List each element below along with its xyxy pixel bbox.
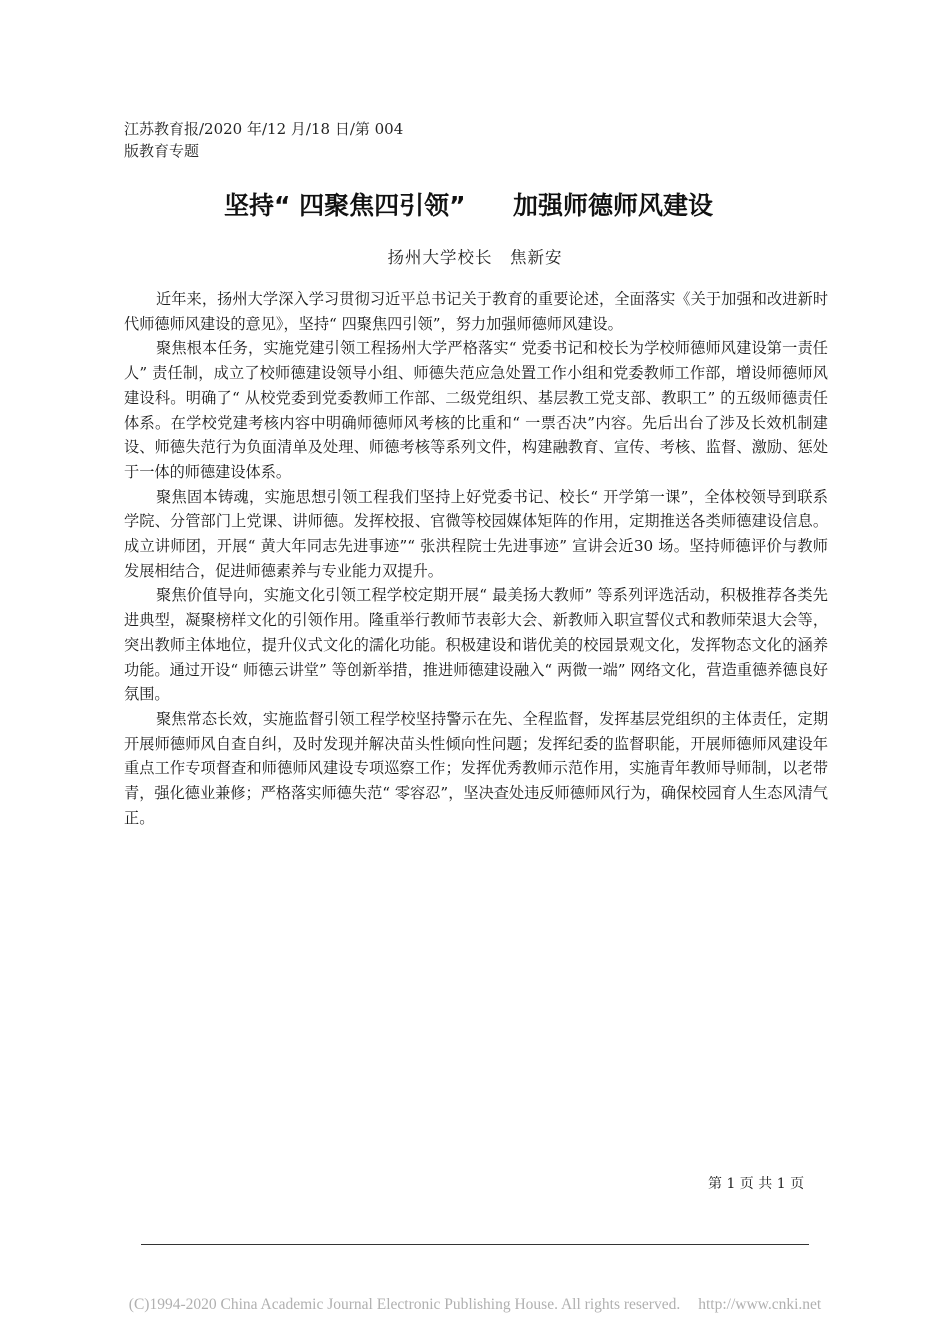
source-line-1: 江苏教育报/2020 年/12 月/18 日/第 004 [124, 120, 404, 138]
author-line: 扬州大学校长 焦新安 [387, 248, 563, 267]
page-number: 第 1 页 共 1 页 [708, 1176, 805, 1192]
copyright-watermark [0, 1296, 950, 1314]
article-title [0, 186, 950, 226]
title-part-2: 加强师德师风建设 [513, 191, 714, 220]
article-body [124, 287, 828, 830]
paragraph: 聚焦根本任务，实施党建引领工程扬州大学严格落实“ 党委书记和校长为学校师德师风建设第一责任人” 责任制，成立了校师德建设领导小组、师德失范应急处置工作小组和党委教师工作部，增设师德师风建设科。明确了“ 从校党委到党委教师工作部、二级党组织、基层教工党支部、教职工” 的五级师德责任体系。在学校党建考核内容中明确师德师风考核的比重和“ 一票否决”内容。先后出台了涉及长效机制建设、师德失范行为负面清单及处理、师德考核等系列文件，构建融教育、宣传、考核、监督、激励、惩处于一体的师德建设体系。 [124, 339, 828, 481]
footer-divider [141, 1244, 809, 1245]
source-info [124, 118, 424, 162]
paragraph: 聚焦常态长效，实施监督引领工程学校坚持警示在先、全程监督，发挥基层党组织的主体责任，定期开展师德师风自查自纠，及时发现并解决苗头性倾向性问题；发挥纪委的监督职能，开展师德师风建设年重点工作专项督查和师德师风建设专项巡察工作；发挥优秀教师示范作用，实施青年教师导师制，以老带青，强化德业兼修；严格落实师德失范“ 零容忍”，坚决查处违反师德师风行为，确保校园育人生态风清气正。 [124, 709, 828, 827]
paragraph: 近年来，扬州大学深入学习贯彻习近平总书记关于教育的重要论述，全面落实《关于加强和改进新时代师德师风建设的意见》，坚持“ 四聚焦四引领”，努力加强师德师风建设。 [124, 290, 828, 333]
source-line-2: 版教育专题 [124, 142, 200, 160]
paragraph: 聚焦固本铸魂，实施思想引领工程我们坚持上好党委书记、校长“ 开学第一课”，全体校领导到联系学院、分管部门上党课、讲师德。发挥校报、官微等校园媒体矩阵的作用，定期推送各类师德建设信息。成立讲师团，开展“ 黄大年同志先进事迹”“ 张洪程院士先进事迹” 宣讲会近30 场。坚持师德评价与教师发展相结合，促进师德素养与专业能力双提升。 [124, 487, 828, 580]
copyright-url: http://www.cnki.net [698, 1296, 822, 1313]
title-part-1: 坚持“ 四聚焦四引领” [224, 191, 466, 220]
paragraph: 聚焦价值导向，实施文化引领工程学校定期开展“ 最美扬大教师” 等系列评选活动，积极推荐各类先进典型，凝聚榜样文化的引领作用。隆重举行教师节表彰大会、新教师入职宣誓仪式和教师荣退大会等，突出教师主体地位，提升仪式文化的濡化功能。积极建设和谐优美的校园景观文化，发挥物态文化的涵养功能。通过开设“ 师德云讲堂” 等创新举措，推进师德建设融入“ 两微一端” 网络文化，营造重德养德良好氛围。 [124, 586, 828, 704]
copyright-text: (C)1994-2020 China Academic Journal Electronic Publishing House. All rights reserved. [128, 1296, 681, 1313]
